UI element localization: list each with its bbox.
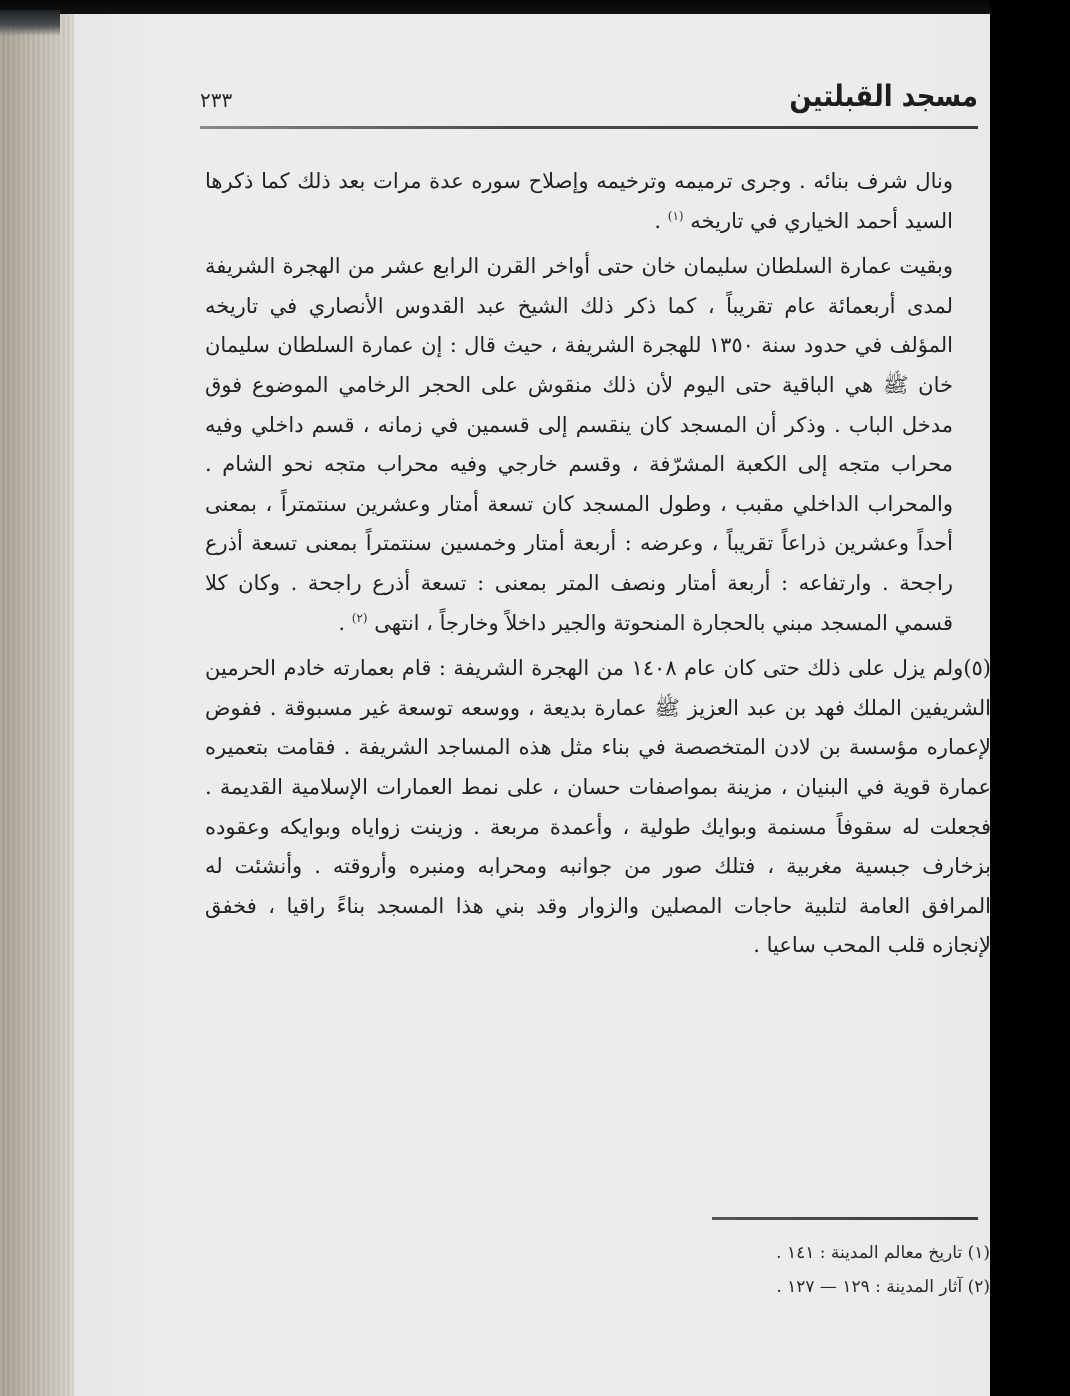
paragraph-2 <box>205 247 953 643</box>
footnote-ref: (١) <box>667 208 684 223</box>
page-curl-shade <box>1052 28 1066 1396</box>
header-title: مسجد القبلتين <box>789 79 978 115</box>
paragraph-3 <box>205 649 991 966</box>
footnote-1 <box>600 1236 990 1270</box>
body-text <box>205 162 991 966</box>
item-marker: (٥) <box>963 656 991 681</box>
page-stack-edge <box>0 14 76 1396</box>
paragraph-text: ولم يزل على ذلك حتى كان عام ١٤٠٨ من الهجرة الشريفة : قام بعمارته خادم الحرمين الشريفين الملك فهد بن عبد العزيز ﷺ عمارة بديعة ، ووسعه توسعة غير مسبوقة . ففوض لإعماره مؤسسة بن لادن المتخصصة في بناء مثل هذه المساجد الشريفة . فقامت بتعميره عمارة قوية في البنيان ، مزينة بمواصفات حسان ، على نمط العمارات الإسلامية القديمة . فجعلت له سقوفاً مسنمة وبوايك طولية ، وأعمدة مربعة . وزينت زواياه وبوايكه وعقوده بزخارف جبسية مغربية ، فتلك صور من جوانبه ومحرابه ومنبره وأروقته . وأنشئت له المرافق العامة لتلبية حاجات المصلين والزوار وقد بني هذا المسجد بناءً راقيا ، فخفق لإنجازه قلب المحب ساعيا . <box>205 656 991 958</box>
footnote-marker: (١) <box>967 1243 990 1263</box>
footnote-text: آثار المدينة : ١٢٩ — ١٢٧ . <box>776 1277 963 1297</box>
header-rule <box>200 126 978 129</box>
footnote-ref: (٢) <box>351 610 368 625</box>
footnote-text: تاريخ معالم المدينة : ١٤١ . <box>776 1243 963 1263</box>
footnotes <box>600 1236 990 1304</box>
page-number: ٢٣٣ <box>200 88 233 112</box>
paragraph-text: ونال شرف بنائه . وجرى ترميمه وترخيمه وإصلاح سوره عدة مرات بعد ذلك كما ذكرها السيد أحمد الخياري في تاريخه <box>205 169 953 233</box>
paragraph-1 <box>205 162 953 241</box>
footnote-separator <box>712 1217 978 1220</box>
paragraph-text: وبقيت عمارة السلطان سليمان خان حتى أواخر القرن الرابع عشر من الهجرة الشريفة لمدى أربعمائة عام تقريباً ، كما ذكر ذلك الشيخ عبد القدوس الأنصاري في تاريخه المؤلف في حدود سنة ١٣٥٠ للهجرة الشريفة ، حيث قال : إن عمارة السلطان سليمان خان ﷺ هي الباقية حتى اليوم لأن ذلك منقوش على الحجر الرخامي الموضوع فوق مدخل الباب . وذكر أن المسجد كان ينقسم إلى قسمين في زمانه ، قسم داخلي وفيه محراب متجه إلى الكعبة المشرّفة ، وقسم خارجي وفيه محراب متجه نحو الشام . والمحراب الداخلي مقبب ، وطول المسجد كان تسعة أمتار وعشرين سنتمتراً ، بمعنى أحداً وعشرين ذراعاً تقريباً ، وعرضه : أربعة أمتار وخمسين سنتمتراً بمعنى تسعة أذرع راجحة . وارتفاعه : أربعة أمتار ونصف المتر بمعنى : تسعة أذرع راجحة . وكان كلا قسمي المسجد مبني بالحجارة المنحوتة والجير داخلاً وخارجاً ، انتهى <box>205 254 954 635</box>
paragraph-end: . <box>654 208 668 233</box>
paragraph-end: . <box>338 610 352 635</box>
binding-shadow <box>0 10 60 36</box>
footnote-marker: (٢) <box>967 1277 990 1297</box>
footnote-2 <box>600 1270 990 1304</box>
running-header <box>200 79 978 122</box>
